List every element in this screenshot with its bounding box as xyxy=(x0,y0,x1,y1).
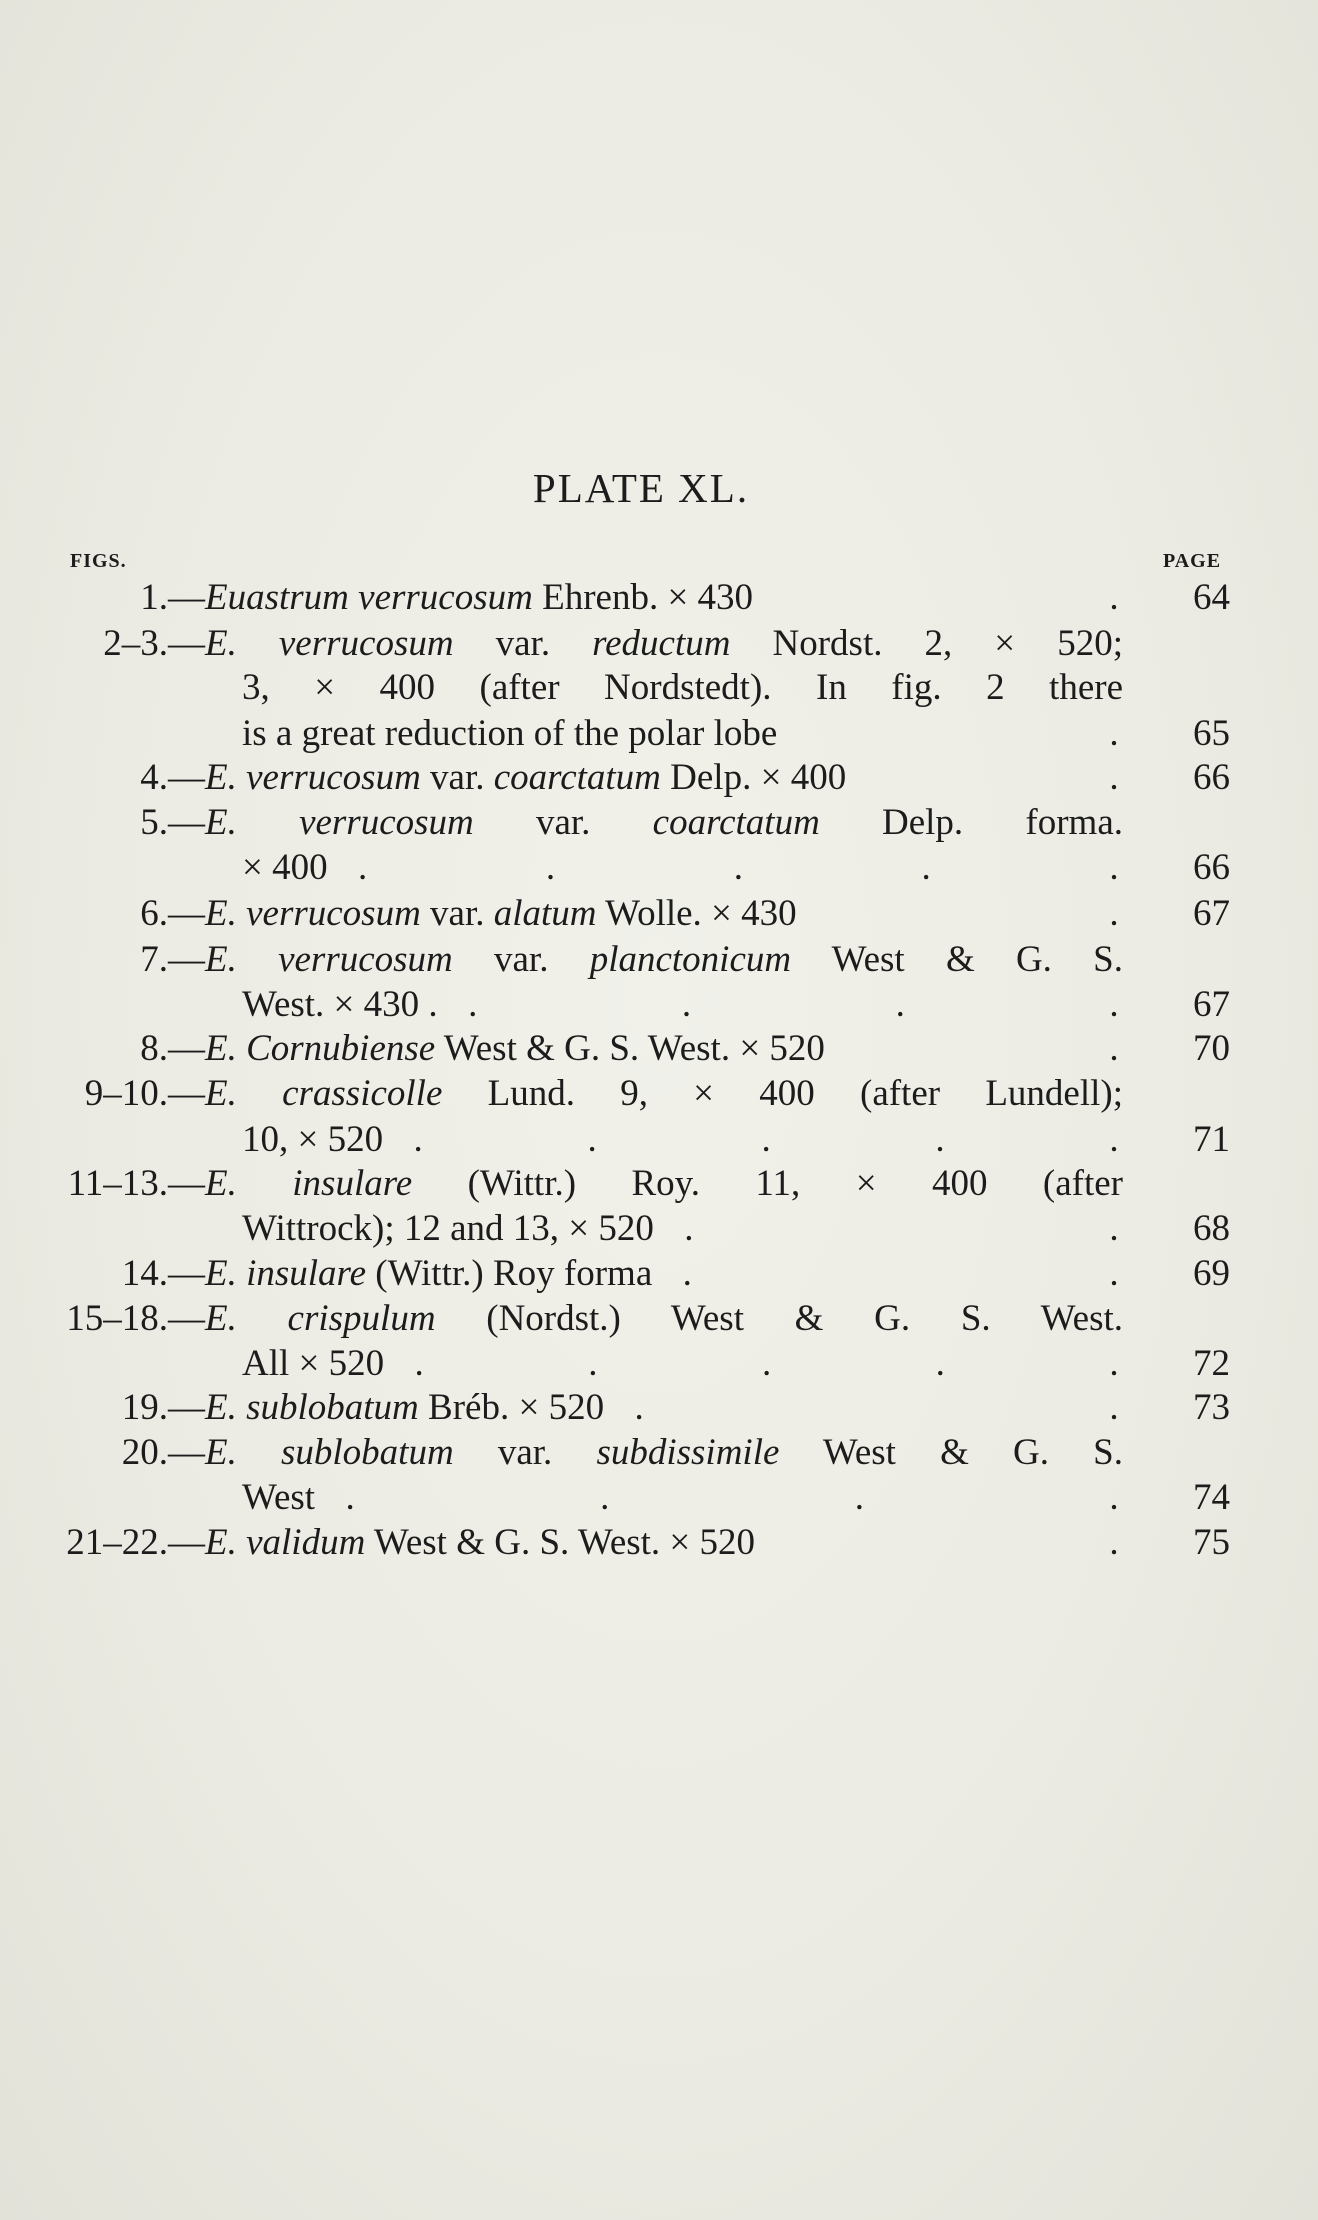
entry-text xyxy=(205,1161,1123,1206)
plate-entry-line xyxy=(0,800,1318,845)
entry-text-segment: var. xyxy=(473,802,653,843)
page-number: 70 xyxy=(1193,1028,1230,1069)
entry-text xyxy=(205,1251,1123,1296)
entry-text-segment: is a great reduction of the polar lobe xyxy=(242,713,778,754)
figure-number: 21–22.— xyxy=(66,1522,205,1563)
entry-text xyxy=(242,711,1123,756)
plate-entry-line xyxy=(0,755,1318,800)
taxon-name: E. verrucosum xyxy=(205,893,421,934)
taxon-name: alatum xyxy=(493,893,597,934)
plate-entry-line xyxy=(0,1341,1318,1386)
page-number: 74 xyxy=(1193,1477,1230,1518)
dot-leader: . . xyxy=(634,1387,1119,1428)
taxon-name: E. crassicolle xyxy=(205,1073,443,1114)
taxon-name: E. sublobatum xyxy=(205,1387,419,1428)
page-number: 64 xyxy=(1193,577,1230,618)
dot-leader: . xyxy=(1109,713,1119,754)
plate-entry-line xyxy=(0,575,1318,620)
page-number: 66 xyxy=(1193,757,1230,798)
entry-text xyxy=(242,1206,1123,1251)
entry-text-segment: West. × 430 . xyxy=(242,984,438,1025)
figure-number: 2–3.— xyxy=(103,623,205,664)
entry-text xyxy=(205,1071,1123,1116)
taxon-name: coarctatum xyxy=(493,757,661,798)
entry-text-segment: var. xyxy=(420,893,494,934)
entry-text-segment: (Wittr.) Roy. 11, × 400 (after xyxy=(412,1163,1124,1204)
entry-text xyxy=(242,982,1123,1027)
page-number: 73 xyxy=(1193,1387,1230,1428)
plate-entry-line xyxy=(0,1161,1318,1206)
figure-number: 14.— xyxy=(121,1253,205,1294)
entry-text-segment: Bréb. × 520 xyxy=(418,1387,605,1428)
entry-text-segment: All × 520 xyxy=(242,1343,385,1384)
entry-text-segment: Delp. × 400 xyxy=(660,757,847,798)
taxon-name: E. verrucosum xyxy=(205,802,474,843)
plate-entry-line xyxy=(0,1475,1318,1520)
entry-text-segment: Delp. forma. xyxy=(819,802,1123,843)
figure-number: 1.— xyxy=(140,577,205,618)
entry-text xyxy=(205,937,1123,982)
taxon-name: E. verrucosum xyxy=(205,939,453,980)
plate-entry-line xyxy=(0,891,1318,936)
page-number: 72 xyxy=(1193,1343,1230,1384)
entry-text xyxy=(205,755,1123,800)
entry-text-segment: (Wittr.) Roy forma xyxy=(366,1253,653,1294)
entry-text-segment: 3, × 400 (after Nordstedt). In fig. 2 there xyxy=(242,667,1123,708)
entry-text-segment: Ehrenb. × 430 xyxy=(532,577,754,618)
entry-text xyxy=(242,845,1123,890)
dot-leader: . . . . . xyxy=(413,1119,1119,1160)
page-number: 67 xyxy=(1193,984,1230,1025)
figure-number: 19.— xyxy=(121,1387,205,1428)
entry-text-segment: Nordst. 2, × 520; xyxy=(730,623,1123,664)
dot-leader: . xyxy=(1109,577,1119,618)
plate-entry-line xyxy=(0,711,1318,756)
entry-text-segment: × 400 xyxy=(242,847,328,888)
entry-text xyxy=(205,575,1123,620)
taxon-name: E. Cornubiense xyxy=(205,1028,436,1069)
entry-text-segment: West & G. S. xyxy=(779,1432,1123,1473)
plate-entry-line xyxy=(0,1520,1318,1565)
dot-leader: . xyxy=(1109,757,1119,798)
plate-entry-line xyxy=(0,982,1318,1027)
entry-text-segment: West & G. S. xyxy=(791,939,1123,980)
plate-title: PLATE XL. xyxy=(532,465,750,511)
plate-entry-line xyxy=(0,1206,1318,1251)
taxon-name: E. crispulum xyxy=(205,1298,436,1339)
taxon-name: E. sublobatum xyxy=(205,1432,454,1473)
figure-number: 4.— xyxy=(140,757,205,798)
dot-leader: . . xyxy=(684,1208,1119,1249)
taxon-name: subdissimile xyxy=(596,1432,780,1473)
entry-text xyxy=(242,1117,1123,1162)
plate-entry-line xyxy=(0,1071,1318,1116)
page-number: 69 xyxy=(1193,1253,1230,1294)
figure-number: 11–13.— xyxy=(67,1163,205,1204)
taxon-name: E. verrucosum xyxy=(205,623,454,664)
taxon-name: E. verrucosum xyxy=(205,757,421,798)
entry-text xyxy=(205,800,1123,845)
plate-entry-line xyxy=(0,1026,1318,1071)
dot-leader: . . . . xyxy=(345,1477,1119,1518)
entry-text xyxy=(205,1430,1123,1475)
plate-entry-line xyxy=(0,937,1318,982)
entry-text-segment: West & G. S. West. × 520 xyxy=(365,1522,756,1563)
dot-leader: . . . . . xyxy=(414,1343,1119,1384)
dot-leader: . xyxy=(1109,1522,1119,1563)
taxon-name: reductum xyxy=(592,623,731,664)
taxon-name: E. insulare xyxy=(205,1253,367,1294)
page-column-header: PAGE xyxy=(1163,550,1222,572)
figure-number: 15–18.— xyxy=(66,1298,205,1339)
dot-leader: . . . . xyxy=(468,984,1119,1025)
figure-number: 6.— xyxy=(140,893,205,934)
entry-text-segment: var. xyxy=(453,1432,597,1473)
dot-leader: . xyxy=(1109,893,1119,934)
plate-entry-line xyxy=(0,1296,1318,1341)
entry-text xyxy=(242,1475,1123,1520)
page-number: 71 xyxy=(1193,1119,1230,1160)
dot-leader: . xyxy=(1109,1028,1119,1069)
entry-text xyxy=(205,891,1123,936)
entry-text-segment: West xyxy=(242,1477,316,1518)
entry-text-segment: Wittrock); 12 and 13, × 520 xyxy=(242,1208,654,1249)
entry-text-segment: Lund. 9, × 400 (after Lundell); xyxy=(442,1073,1123,1114)
taxon-name: Euastrum verrucosum xyxy=(205,577,533,618)
dot-leader: . . . . . xyxy=(358,847,1119,888)
page-number: 68 xyxy=(1193,1208,1230,1249)
plate-entry-line xyxy=(0,1251,1318,1296)
dot-leader: . . xyxy=(682,1253,1119,1294)
entry-text-segment: (Nordst.) West & G. S. West. xyxy=(435,1298,1123,1339)
entry-text xyxy=(205,621,1123,666)
figure-number: 20.— xyxy=(121,1432,205,1473)
entry-text-segment: var. xyxy=(452,939,590,980)
plate-entry-line xyxy=(0,845,1318,890)
entry-text-segment: 10, × 520 xyxy=(242,1119,384,1160)
page-number: 67 xyxy=(1193,893,1230,934)
figure-number: 8.— xyxy=(140,1028,205,1069)
taxon-name: E. insulare xyxy=(205,1163,413,1204)
figure-number: 5.— xyxy=(140,802,205,843)
entry-text-segment: var. xyxy=(420,757,494,798)
plate-entry-line xyxy=(0,1117,1318,1162)
entry-text xyxy=(242,1341,1123,1386)
entry-text xyxy=(205,1296,1123,1341)
entry-text xyxy=(205,1520,1123,1565)
entry-text xyxy=(205,1385,1123,1430)
plate-entry-line xyxy=(0,1430,1318,1475)
plate-entry-line xyxy=(0,1385,1318,1430)
entry-text-segment: var. xyxy=(453,623,593,664)
entry-text xyxy=(242,665,1123,710)
page-number: 66 xyxy=(1193,847,1230,888)
figure-number: 9–10.— xyxy=(84,1073,205,1114)
figure-number: 7.— xyxy=(140,939,205,980)
entry-text-segment: West & G. S. West. × 520 xyxy=(435,1028,825,1069)
taxon-name: coarctatum xyxy=(652,802,820,843)
plate-entry-line xyxy=(0,621,1318,666)
entry-text xyxy=(205,1026,1123,1071)
entry-text-segment: Wolle. × 430 xyxy=(596,893,797,934)
taxon-name: planctonicum xyxy=(589,939,792,980)
page-number: 65 xyxy=(1193,713,1230,754)
plate-entry-line xyxy=(0,665,1318,710)
figs-column-header: FIGS. xyxy=(70,550,127,572)
taxon-name: E. validum xyxy=(205,1522,366,1563)
page-number: 75 xyxy=(1193,1522,1230,1563)
